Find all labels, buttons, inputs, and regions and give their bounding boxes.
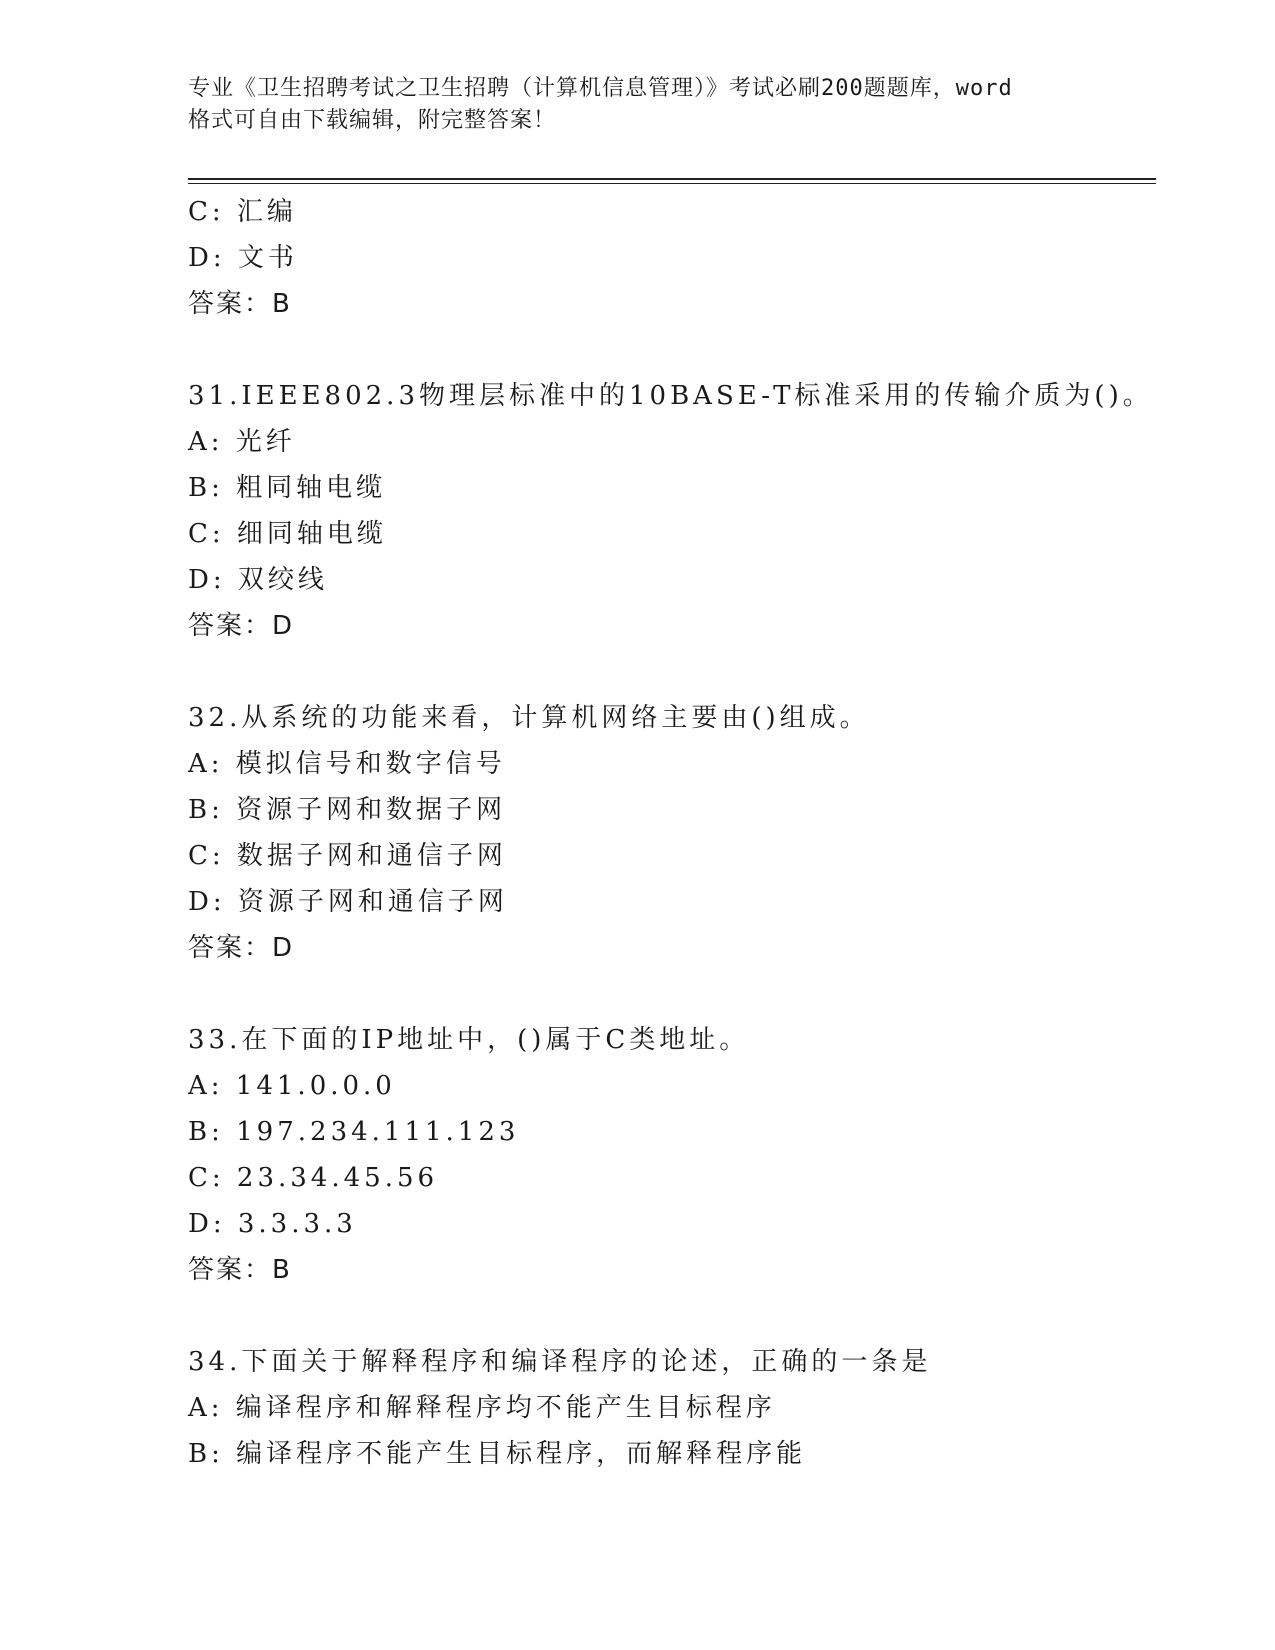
option-b: B: 197.234.111.123 <box>188 1117 520 1147</box>
option-b: B: 资源子网和数据子网 <box>188 795 507 825</box>
option-c: C: 细同轴电缆 <box>188 519 387 549</box>
question-33 <box>188 1017 1156 1293</box>
answer-label: 答案：B <box>188 1255 292 1285</box>
question-list <box>188 189 1156 1477</box>
option-d: D: 双绞线 <box>188 565 328 595</box>
question-31 <box>188 373 1156 649</box>
option-a: A: 模拟信号和数字信号 <box>188 749 506 779</box>
option-d: D: 文书 <box>188 243 298 273</box>
option-c: C: 23.34.45.56 <box>188 1163 439 1193</box>
option-d: D: 资源子网和通信子网 <box>188 887 508 917</box>
question-stem: 31.IEEE802.3物理层标准中的10BASE-T标准采用的传输介质为()。 <box>188 381 1153 411</box>
option-c: C: 数据子网和通信子网 <box>188 841 507 871</box>
question-gap <box>188 649 1156 695</box>
header-divider-thin <box>188 183 1156 184</box>
option-a: A: 光纤 <box>188 427 296 457</box>
option-c: C: 汇编 <box>188 197 297 227</box>
option-b: B: 编译程序不能产生目标程序，而解释程序能 <box>188 1439 807 1469</box>
question-stem: 34.下面关于解释程序和编译程序的论述，正确的一条是 <box>188 1347 932 1377</box>
header-divider-thick <box>188 178 1156 180</box>
answer-label: 答案：D <box>188 611 295 641</box>
option-d: D: 3.3.3.3 <box>188 1209 357 1239</box>
question-30-continued <box>188 189 1156 327</box>
header-title-line-1: 专业《卫生招聘考试之卫生招聘（计算机信息管理）》考试必刷200题题库，word <box>188 76 1013 101</box>
header-title-line-2: 格式可自由下载编辑，附完整答案！ <box>188 108 557 133</box>
question-32 <box>188 695 1156 971</box>
question-stem: 32.从系统的功能来看，计算机网络主要由()组成。 <box>188 703 870 733</box>
answer-label: 答案：B <box>188 289 292 319</box>
question-stem: 33.在下面的IP地址中，()属于C类地址。 <box>188 1025 750 1055</box>
option-a: A: 编译程序和解释程序均不能产生目标程序 <box>188 1393 776 1423</box>
answer-label: 答案：D <box>188 933 295 963</box>
option-b: B: 粗同轴电缆 <box>188 473 387 503</box>
question-gap <box>188 327 1156 373</box>
question-gap <box>188 1293 1156 1339</box>
question-34 <box>188 1339 1156 1477</box>
question-gap <box>188 971 1156 1017</box>
option-a: A: 141.0.0.0 <box>188 1071 396 1101</box>
document-header <box>188 73 1108 137</box>
